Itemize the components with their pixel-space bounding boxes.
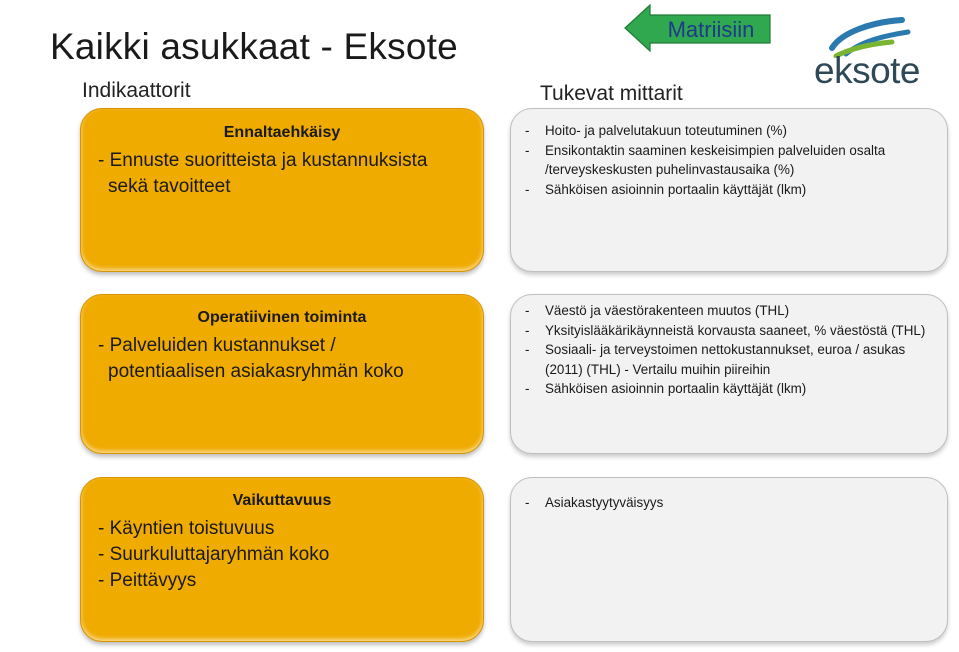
indicator-line: potentiaalisen asiakasryhmän koko — [108, 361, 404, 382]
indicator-heading: Ennaltaehkäisy — [223, 124, 341, 141]
matrix-nav-label: Matriisiin — [667, 17, 755, 42]
indicator-heading: Vaikuttavuus — [232, 492, 332, 509]
supporting-box-operations — [510, 294, 948, 454]
logo-text: eksote — [814, 50, 921, 91]
list-item: - Sähköisen asioinnin portaalin käyttäjät (lkm) — [525, 181, 807, 197]
list-item: - Sosiaali- ja terveystoimen nettokustannukset, euroa / asukas (2011) (THL) - Vertailu muihin piireihin — [525, 342, 906, 377]
list-item: - Asiakastyytyväisyys — [525, 495, 664, 510]
indicator-box-prevention — [80, 108, 484, 272]
page-title: Kaikki asukkaat - Eksote — [50, 26, 458, 67]
list-item: - Ensikontaktin saaminen keskeisimpien palveluiden osalta /terveyskeskusten puhelinvastausaika (%) — [525, 142, 886, 177]
list-item: - Yksityislääkärikäynneistä korvausta saaneet, % väestöstä (THL) — [525, 322, 926, 338]
indicator-line: - Suurkuluttajaryhmän koko — [98, 544, 330, 565]
indicator-line: - Palveluiden kustannukset / — [98, 335, 336, 356]
indicators-heading: Indikaattorit — [82, 79, 191, 102]
list-item: - Sähköisen asioinnin portaalin käyttäjät (lkm) — [525, 381, 807, 396]
supporting-metrics-heading: Tukevat mittarit — [540, 82, 683, 105]
indicator-line: - Käyntien toistuvuus — [98, 518, 275, 539]
indicator-box-operations — [80, 294, 484, 454]
indicator-line: - Peittävyys — [98, 570, 197, 591]
list-item: - Hoito- ja palvelutakuun toteutuminen (%) — [525, 123, 787, 138]
indicator-line: sekä tavoitteet — [108, 176, 231, 197]
indicator-heading: Operatiivinen toiminta — [197, 309, 367, 326]
matrix-nav-button[interactable] — [624, 4, 772, 52]
supporting-box-effectiveness — [510, 477, 948, 642]
supporting-box-prevention — [510, 108, 948, 272]
list-item: - Väestö ja väestörakenteen muutos (THL) — [525, 303, 790, 318]
indicator-box-effectiveness — [80, 477, 484, 642]
eksote-logo — [812, 12, 927, 91]
indicator-line: - Ennuste suoritteista ja kustannuksista — [98, 150, 428, 171]
